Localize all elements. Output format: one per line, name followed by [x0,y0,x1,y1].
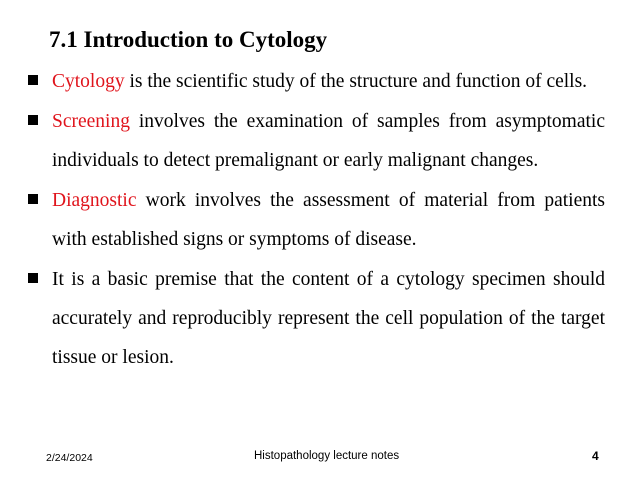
square-bullet-icon [28,273,38,283]
bullet-body: is the scientific study of the structure and function of cells. [124,71,588,92]
slide-title: 7.1 Introduction to Cytology [49,27,328,52]
bullet-body: involves the examination of samples from asymptomatic individuals to detect premalignant or early malignant changes. [52,111,605,171]
bullet-item [22,62,605,101]
bullet-item [22,260,605,377]
bullet-item [22,181,605,259]
bullet-body: It is a basic premise that the content of a cytology specimen should accurately and reproducibly represent the cell population of the target tissue or lesion. [52,269,605,368]
highlight-term: Diagnostic [52,190,137,211]
square-bullet-icon [28,75,38,85]
page-number: 4 [592,449,599,463]
square-bullet-icon [28,115,38,125]
bullet-text [52,181,605,259]
bullet-body: work involves the assessment of material from patients with established signs or symptoms of disease. [52,190,605,250]
footer-date: 2/24/2024 [46,452,93,464]
bullet-text [52,62,605,101]
bullet-text [52,102,605,180]
bullet-text [52,260,605,377]
bullet-item [22,102,605,180]
square-bullet-icon [28,194,38,204]
footer-title: Histopathology lecture notes [254,450,400,462]
highlight-term: Screening [52,111,130,132]
bullet-list [22,62,605,378]
highlight-term: Cytology [52,71,125,92]
